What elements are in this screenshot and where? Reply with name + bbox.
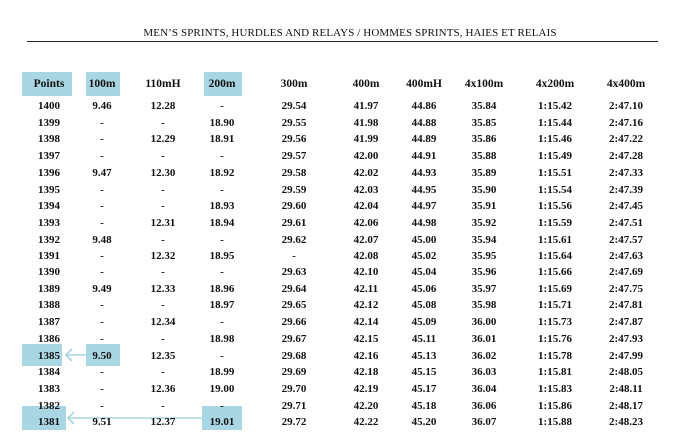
table-cell: - — [100, 133, 104, 146]
table-cell: 42.08 — [353, 250, 379, 263]
table-row — [0, 183, 700, 198]
table-cell: 1:15.66 — [538, 266, 572, 278]
table-cell: 1:15.56 — [538, 200, 572, 213]
table-cell: - — [100, 399, 104, 412]
table-cell: 35.95 — [471, 250, 497, 263]
table-cell: 2:47.16 — [609, 116, 643, 129]
table-cell: 12.30 — [150, 166, 176, 179]
table-cell: 9.51 — [92, 416, 112, 429]
table-cell: 2:47.99 — [609, 349, 643, 362]
table-cell: - — [100, 316, 104, 329]
table-cell: 1:15.61 — [538, 233, 572, 246]
table-cell: 36.03 — [471, 366, 497, 379]
table-cell: 35.92 — [471, 216, 497, 229]
table-cell: 1383 — [38, 382, 60, 395]
table-cell: 1:15.73 — [538, 316, 572, 329]
table-cell: 35.91 — [471, 200, 497, 213]
table-cell: 42.15 — [353, 332, 379, 345]
table-cell: 2:47.39 — [609, 183, 643, 196]
table-cell: 9.46 — [92, 100, 112, 112]
table-cell: - — [161, 150, 165, 163]
table-cell: 35.97 — [471, 282, 497, 295]
table-row — [0, 199, 700, 214]
table-cell: 45.09 — [411, 316, 437, 329]
table-cell: 29.62 — [281, 233, 307, 246]
column-header: 100m — [88, 78, 116, 90]
table-cell: 18.97 — [209, 299, 235, 312]
table-cell: 1393 — [38, 216, 60, 229]
table-row — [0, 382, 700, 397]
table-cell: - — [100, 366, 104, 379]
table-cell: 36.06 — [471, 399, 497, 412]
table-cell: - — [161, 299, 165, 312]
table-cell: 41.99 — [353, 133, 379, 146]
table-cell: - — [100, 183, 104, 196]
table-cell: 2:48.17 — [609, 399, 643, 412]
table-cell: 45.02 — [411, 250, 437, 263]
table-cell: 9.48 — [92, 233, 112, 246]
table-cell: 44.91 — [411, 150, 437, 163]
table-cell: 45.17 — [411, 382, 437, 395]
table-cell: - — [220, 316, 224, 329]
table-cell: 12.35 — [150, 349, 176, 362]
table-cell: 1:15.76 — [538, 332, 572, 345]
table-cell: 18.99 — [209, 366, 235, 379]
table-cell: 42.11 — [353, 282, 379, 295]
table-cell: - — [220, 183, 224, 196]
table-cell: - — [161, 266, 165, 278]
table-row — [0, 149, 700, 164]
table-cell: 1387 — [38, 316, 60, 329]
table-cell: 29.64 — [281, 282, 307, 295]
table-row — [0, 265, 700, 280]
table-cell: 35.84 — [471, 100, 497, 112]
table-cell: 1381 — [38, 416, 60, 429]
table-cell: 29.61 — [281, 216, 307, 229]
table-cell: 29.65 — [281, 299, 307, 312]
table-cell: 18.91 — [209, 133, 235, 146]
table-cell: 41.97 — [353, 100, 379, 112]
table-cell: 2:47.93 — [609, 332, 643, 345]
table-row — [0, 132, 700, 147]
column-header: 400m — [352, 78, 380, 90]
table-row — [0, 365, 700, 380]
table-cell: 42.04 — [353, 200, 379, 213]
column-header: 110mH — [145, 78, 181, 90]
table-cell: - — [220, 100, 224, 112]
table-cell: 2:47.10 — [609, 100, 643, 112]
table-cell: 42.07 — [353, 233, 379, 246]
table-row — [0, 216, 700, 231]
table-cell: 1400 — [38, 100, 60, 112]
table-cell: 29.54 — [281, 100, 307, 112]
table-cell: 45.20 — [411, 416, 437, 429]
table-cell: 45.15 — [411, 366, 437, 379]
table-cell: 1382 — [38, 399, 60, 412]
table-cell: 1:15.83 — [538, 382, 572, 395]
table-cell: 42.14 — [353, 316, 379, 329]
table-cell: - — [100, 200, 104, 213]
table-row — [0, 399, 700, 414]
table-cell: - — [220, 349, 224, 362]
table-cell: - — [220, 150, 224, 163]
page-title: MEN’S SPRINTS, HURDLES AND RELAYS / HOMMES SPRINTS, HAIES ET RELAIS — [143, 27, 557, 39]
table-cell: 29.63 — [281, 266, 307, 278]
table-cell: 18.90 — [209, 116, 235, 129]
table-cell: 2:47.75 — [609, 282, 643, 295]
table-cell: - — [220, 266, 224, 278]
table-cell: 45.11 — [411, 332, 437, 345]
column-header: 4x100m — [464, 78, 504, 90]
table-cell: - — [100, 116, 104, 129]
table-cell: 9.49 — [92, 282, 112, 295]
table-cell: 45.06 — [411, 282, 437, 295]
table-cell: 18.95 — [209, 250, 235, 263]
table-cell: 12.34 — [150, 316, 176, 329]
table-cell: 36.07 — [471, 416, 497, 429]
table-cell: - — [161, 399, 165, 412]
table-cell: 1384 — [38, 366, 60, 379]
table-cell: 2:47.57 — [609, 233, 643, 246]
table-cell: 45.08 — [411, 299, 437, 312]
table-cell: 45.04 — [411, 266, 437, 278]
table-cell: 18.93 — [209, 200, 235, 213]
table-cell: 1386 — [38, 332, 60, 345]
table-row — [0, 298, 700, 313]
table-cell: 12.29 — [150, 133, 176, 146]
table-cell: 45.18 — [411, 399, 437, 412]
table-cell: 29.59 — [281, 183, 307, 196]
table-cell: 42.10 — [353, 266, 379, 278]
table-cell: - — [292, 250, 296, 263]
table-cell: 29.55 — [281, 116, 307, 129]
table-cell: 1392 — [38, 233, 60, 246]
table-cell: 12.36 — [150, 382, 176, 395]
table-cell: 42.22 — [353, 416, 379, 429]
table-cell: 29.58 — [281, 166, 307, 179]
table-cell: 2:47.28 — [609, 150, 643, 163]
table-cell: 2:47.81 — [609, 299, 643, 312]
table-cell: - — [161, 233, 165, 246]
table-cell: 44.88 — [411, 116, 437, 129]
table-row — [0, 233, 700, 248]
table-cell: 1385 — [38, 349, 60, 362]
table-cell: 29.70 — [281, 382, 307, 395]
table-cell: 44.95 — [411, 183, 437, 196]
table-row — [0, 249, 700, 264]
table-cell: - — [161, 200, 165, 213]
table-cell: 18.94 — [209, 216, 235, 229]
table-cell: - — [100, 150, 104, 163]
table-cell: 2:47.33 — [609, 166, 643, 179]
table-cell: 1:15.44 — [538, 116, 572, 129]
column-header: 400mH — [406, 78, 442, 90]
table-row — [0, 315, 700, 330]
table-cell: 1:15.46 — [538, 133, 572, 146]
table-cell: 29.72 — [281, 416, 307, 429]
table-cell: 45.00 — [411, 233, 437, 246]
table-cell: - — [220, 233, 224, 246]
table-cell: 12.37 — [150, 416, 176, 429]
column-header: 4x400m — [606, 78, 646, 90]
table-cell: 29.69 — [281, 366, 307, 379]
table-cell: 1:15.69 — [538, 282, 572, 295]
table-cell: 42.03 — [353, 183, 379, 196]
table-cell: 1:15.54 — [538, 183, 572, 196]
table-cell: 29.71 — [281, 399, 307, 412]
table-row — [0, 332, 700, 347]
table-cell: 42.19 — [353, 382, 379, 395]
table-cell: 12.32 — [150, 250, 176, 263]
table-cell: 35.96 — [471, 266, 497, 278]
table-cell: 2:47.87 — [609, 316, 643, 329]
table-cell: 35.98 — [471, 299, 497, 312]
table-cell: 1:15.49 — [538, 150, 572, 163]
table-cell: 42.20 — [353, 399, 379, 412]
table-cell: 1395 — [38, 183, 60, 196]
column-header: 4x200m — [535, 78, 575, 90]
table-cell: 1:15.88 — [538, 416, 572, 429]
table-cell: 1:15.86 — [538, 399, 572, 412]
table-cell: 29.68 — [281, 349, 307, 362]
table-cell: 2:47.45 — [609, 200, 643, 213]
table-cell: 42.06 — [353, 216, 379, 229]
table-row — [0, 349, 700, 364]
table-cell: - — [100, 216, 104, 229]
table-row — [0, 282, 700, 297]
table-cell: 2:47.51 — [609, 216, 643, 229]
table-row — [0, 116, 700, 131]
table-cell: 35.90 — [471, 183, 497, 196]
table-cell: 2:47.69 — [609, 266, 643, 278]
table-cell: 1397 — [38, 150, 60, 163]
table-cell: 41.98 — [353, 116, 379, 129]
table-cell: - — [100, 332, 104, 345]
table-cell: 19.01 — [209, 416, 235, 429]
table-cell: 35.85 — [471, 116, 497, 129]
table-cell: 9.47 — [92, 166, 112, 179]
table-cell: 12.31 — [150, 216, 176, 229]
table-cell: 29.60 — [281, 200, 307, 213]
table-cell: - — [100, 299, 104, 312]
table-cell: 36.00 — [471, 316, 497, 329]
table-cell: - — [161, 116, 165, 129]
table-cell: - — [100, 382, 104, 395]
table-cell: 36.01 — [471, 332, 497, 345]
table-cell: - — [100, 250, 104, 263]
table-cell: 1:15.51 — [538, 166, 572, 179]
column-header: 300m — [280, 78, 308, 90]
table-cell: 12.28 — [150, 100, 176, 112]
table-cell: 18.92 — [209, 166, 235, 179]
table-cell: 44.98 — [411, 216, 437, 229]
table-cell: 44.89 — [411, 133, 437, 146]
table-cell: 29.66 — [281, 316, 307, 329]
table-cell: 1399 — [38, 116, 60, 129]
table-cell: 1391 — [38, 250, 60, 263]
column-header: Points — [33, 78, 65, 90]
table-cell: - — [220, 399, 224, 412]
table-cell: 35.88 — [471, 150, 497, 163]
table-cell: 12.33 — [150, 282, 176, 295]
table-cell: 1389 — [38, 282, 60, 295]
table-cell: 44.93 — [411, 166, 437, 179]
table-cell: 1396 — [38, 166, 60, 179]
table-cell: 35.89 — [471, 166, 497, 179]
table-cell: 2:48.23 — [609, 416, 643, 429]
table-header-row — [0, 77, 700, 92]
table-cell: 1:15.71 — [538, 299, 572, 312]
table-cell: 18.98 — [209, 332, 235, 345]
table-cell: - — [161, 332, 165, 345]
table-cell: 42.00 — [353, 150, 379, 163]
table-cell: 42.12 — [353, 299, 379, 312]
table-cell: 44.97 — [411, 200, 437, 213]
table-cell: 42.18 — [353, 366, 379, 379]
table-cell: 1:15.78 — [538, 349, 572, 362]
table-cell: - — [161, 183, 165, 196]
table-cell: 29.67 — [281, 332, 307, 345]
table-cell: - — [100, 266, 104, 278]
table-cell: 42.16 — [353, 349, 379, 362]
table-cell: 36.02 — [471, 349, 497, 362]
table-cell: 36.04 — [471, 382, 497, 395]
table-cell: 1394 — [38, 200, 60, 213]
table-cell: 2:48.11 — [609, 382, 643, 395]
table-cell: 44.86 — [411, 100, 437, 112]
table-cell: 35.86 — [471, 133, 497, 146]
table-cell: 29.56 — [281, 133, 307, 146]
table-cell: 45.13 — [411, 349, 437, 362]
table-cell: 1398 — [38, 133, 60, 146]
table-cell: 19.00 — [209, 382, 235, 395]
table-cell: 18.96 — [209, 282, 235, 295]
table-cell: 9.50 — [92, 349, 112, 362]
table-cell: 42.02 — [353, 166, 379, 179]
table-cell: 2:47.22 — [609, 133, 643, 146]
table-cell: 2:47.63 — [609, 250, 643, 263]
table-cell: - — [161, 366, 165, 379]
table-cell: 1390 — [38, 266, 60, 278]
table-cell: 1:15.64 — [538, 250, 572, 263]
table-cell: 35.94 — [471, 233, 497, 246]
table-cell: 2:48.05 — [609, 366, 643, 379]
table-row — [0, 99, 700, 114]
table-cell: 1:15.81 — [538, 366, 572, 379]
table-cell: 1388 — [38, 299, 60, 312]
table-row — [0, 415, 700, 430]
column-header: 200m — [208, 78, 236, 90]
table-row — [0, 166, 700, 181]
table-cell: 1:15.59 — [538, 216, 572, 229]
table-cell: 1:15.42 — [538, 100, 572, 112]
table-cell: 29.57 — [281, 150, 307, 163]
